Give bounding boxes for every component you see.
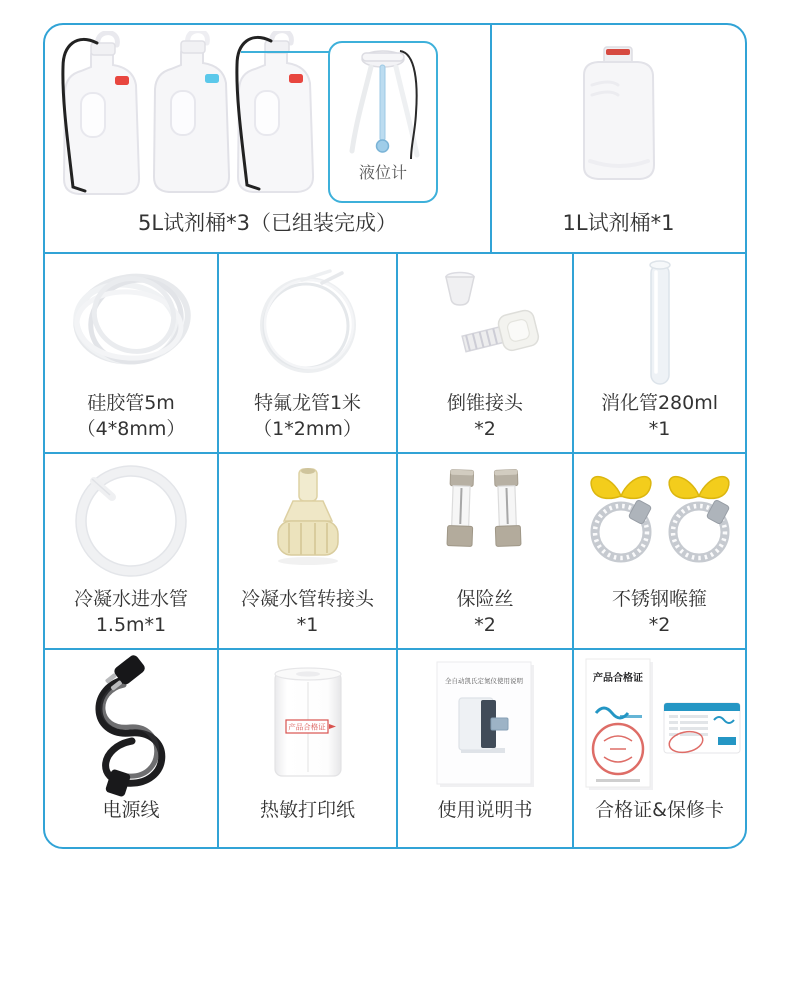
item-label <box>237 586 378 648</box>
item-label-line2: *2 <box>474 417 496 440</box>
item-label-line1: 冷凝水管转接头 <box>240 587 374 610</box>
callout-line <box>241 51 329 53</box>
certificate-card-icon <box>576 653 744 793</box>
user-manual-illustration <box>398 650 572 797</box>
cell-power-cord <box>45 650 217 847</box>
power-cord-illustration <box>45 650 217 797</box>
item-label <box>73 390 190 452</box>
digestion-tube-illustration <box>574 254 745 390</box>
item-label: 1L试剂桶*1 <box>562 211 675 236</box>
table-row-3 <box>45 452 745 648</box>
connector-icon <box>415 263 555 381</box>
level-gauge-inset <box>328 41 438 203</box>
cell-thermal-paper <box>217 650 396 847</box>
item-label-line1: 倒锥接头 <box>446 391 523 414</box>
test-tube-icon <box>630 254 690 390</box>
item-label <box>249 390 366 452</box>
fuse-icon <box>425 462 545 578</box>
item-label-line1: 硅胶管5m <box>87 391 175 414</box>
table-row-2 <box>45 252 745 452</box>
table-row-4 <box>45 648 745 847</box>
sticker-text: 产品合格证 <box>287 722 326 732</box>
fuses-illustration <box>398 454 572 586</box>
cell-certificate-warranty <box>572 650 745 847</box>
item-label-line2: *1 <box>648 417 671 440</box>
cell-silicone-tube <box>45 254 217 452</box>
cell-fuses <box>396 454 572 648</box>
silicone-tube-illustration <box>45 254 217 390</box>
jerrycan-trio-icon <box>51 31 331 217</box>
item-label <box>608 586 711 648</box>
tube-ring-icon <box>66 459 196 581</box>
level-gauge-icon <box>330 43 436 165</box>
inset-label: 液位计 <box>358 163 407 182</box>
item-label-line2: 1.5m*1 <box>95 613 167 636</box>
item-label: 使用说明书 <box>437 798 533 821</box>
item-label: 电源线 <box>102 798 160 821</box>
item-label <box>443 390 527 452</box>
item-label: 5L试剂桶*3（已组装完成） <box>138 211 397 236</box>
item-label-line2: *2 <box>648 613 671 636</box>
item-label <box>452 586 517 648</box>
certificate-warranty-illustration <box>574 650 745 797</box>
certificate-title-text: 产品合格证 <box>592 673 643 685</box>
item-label-line2: *2 <box>474 613 496 636</box>
jug-icon <box>554 41 684 193</box>
item-label: 合格证&保修卡 <box>595 798 724 821</box>
paper-roll-icon <box>262 662 354 784</box>
thermal-paper-illustration <box>219 650 396 797</box>
manual-cover-icon <box>429 656 541 790</box>
item-label-line1: 消化管280ml <box>600 391 719 414</box>
item-label-line1: 特氟龙管1米 <box>253 391 362 414</box>
cell-hose-clamps <box>572 454 745 648</box>
cell-condensate-inlet-tube <box>45 454 217 648</box>
cell-cone-connector <box>396 254 572 452</box>
item-label-line1: 不锈钢喉箍 <box>611 587 707 610</box>
item-label <box>70 586 192 648</box>
cell-1l-reagent-bottle <box>490 25 745 252</box>
cell-condensate-adapter <box>217 454 396 648</box>
item-label-line1: 保险丝 <box>456 587 514 610</box>
manual-title-text: 全自动凯氏定氮仪使用说明 <box>445 677 523 686</box>
item-label-line2: （4*8mm） <box>76 417 186 440</box>
reagent-bottles-5l-illustration <box>45 25 490 209</box>
packing-list-table <box>43 23 747 849</box>
cell-digestion-tube <box>572 254 745 452</box>
cone-connector-illustration <box>398 254 572 390</box>
condensate-adapter-illustration <box>219 454 396 586</box>
tube-coil-icon <box>56 263 206 381</box>
power-cord-icon <box>66 650 196 797</box>
item-label-line2: （1*2mm） <box>253 417 362 440</box>
clamp-icon <box>576 462 744 578</box>
cell-5l-reagent-bottles <box>45 25 490 252</box>
reagent-bottle-1l-illustration <box>492 25 745 209</box>
thin-coil-icon <box>246 263 370 381</box>
cell-user-manual <box>396 650 572 847</box>
item-label-line2: *1 <box>296 613 319 636</box>
table-row-1 <box>45 25 745 252</box>
item-label <box>597 390 722 452</box>
item-label: 热敏打印纸 <box>259 798 355 821</box>
item-label-line1: 冷凝水进水管 <box>73 587 188 610</box>
hose-clamps-illustration <box>574 454 745 586</box>
condensate-tube-illustration <box>45 454 217 586</box>
cell-ptfe-tube <box>217 254 396 452</box>
adapter-icon <box>253 461 363 579</box>
ptfe-tube-illustration <box>219 254 396 390</box>
